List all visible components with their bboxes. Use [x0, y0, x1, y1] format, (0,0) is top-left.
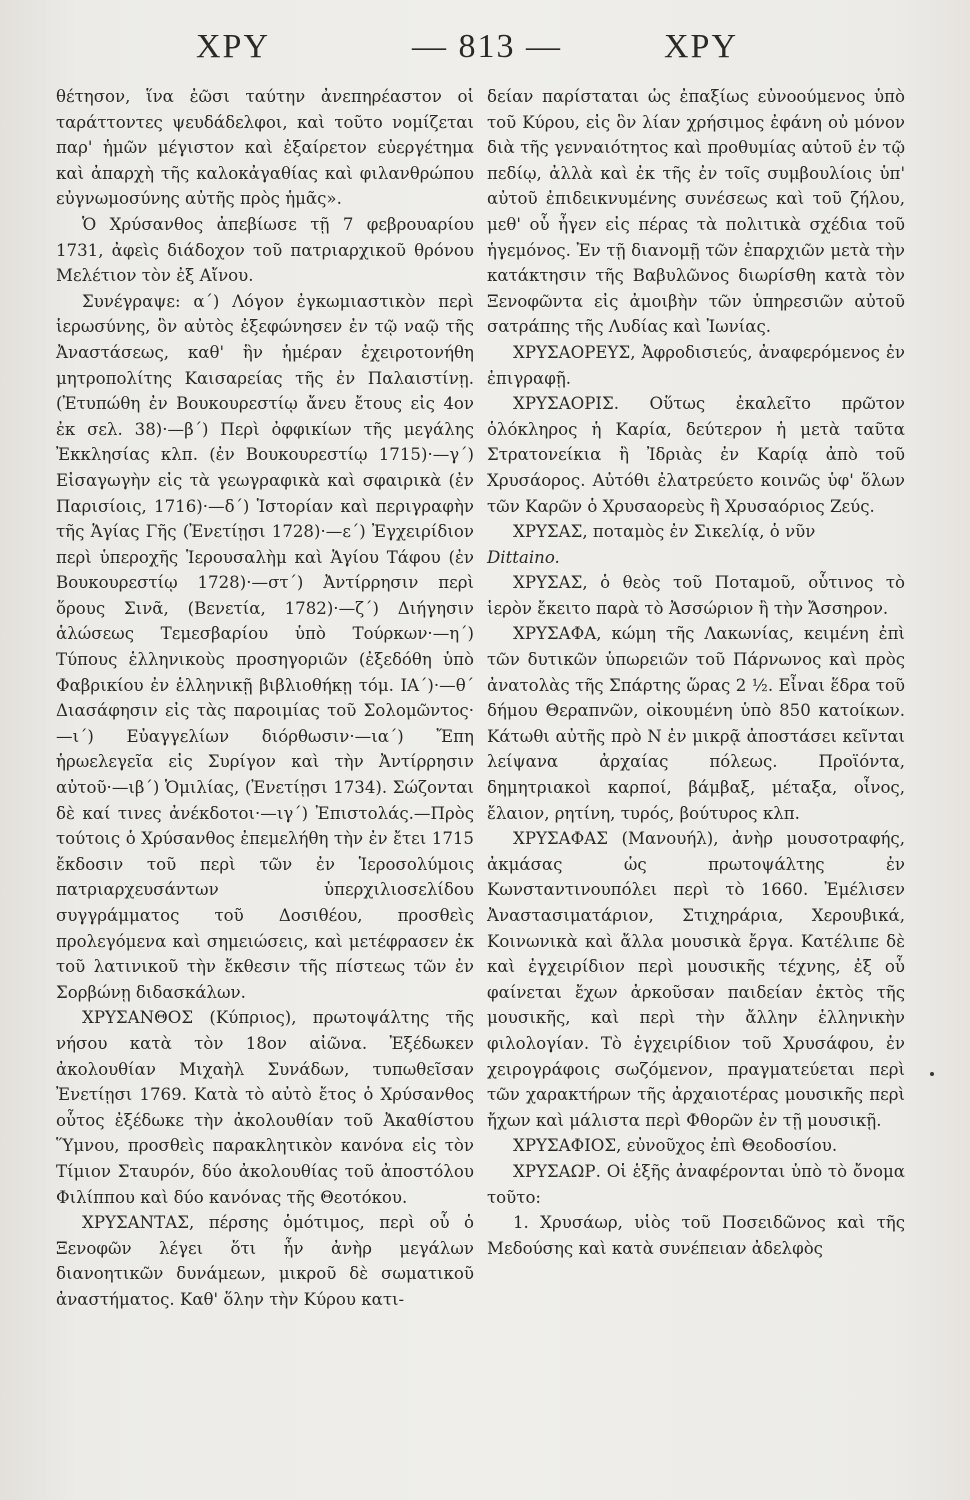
entry-chrysaor-1: 1. Χρυσάωρ, υἱὸς τοῦ Ποσειδῶνος καὶ τῆς Μεδούσης καὶ κατὰ συνέπειαν ἀδελφὸς: [487, 1213, 905, 1258]
entry-chrysaoris: ΧΡΥΣΑΟΡΙΣ. Οὕτως ἐκαλεῖτο πρῶτον ὁλόκληρος ἡ Καρία, δεύτερον ἡ μετὰ ταῦτα Στρατονείκια ἢ Ἰδριὰς ἐν Καρίᾳ ἀπὸ τοῦ Χρυσάορος. Αὐτόθι ἐλατρεύετο κοινῶς ὑφ' ὅλων τῶν Καρῶν ὁ Χρυσαορεὺς ἢ Χρυσαόριος Ζεύς.: [487, 394, 905, 516]
entry-chrysafios: ΧΡΥΣΑΦΙΟΣ, εὐνοῦχος ἐπὶ Θεοδοσίου.: [513, 1136, 838, 1156]
entry-chrysanthos-kyprios: ΧΡΥΣΑΝΘΟΣ (Κύπριος), πρωτοψάλτης τῆς νήσου κατὰ τὸν 18ον αἰῶνα. Ἐξέδωκεν ἀκολουθίαν Μιχαὴλ Συνάδων, τυπωθεῖσαν Ἐνετίῃσι 1769. Κατὰ τὸ αὐτὸ ἔτος ὁ Χρύσανθος οὗτος ἐξέδωκε τὴν ἀκολουθίαν τοῦ Ἀκαθίστου Ὕμνου, προσθεὶς παρακλητικὸν κανόνα εἰς τὸν Τίμιον Σταυρόν, δύο ἀκολουθίας τοῦ ἀποστόλου Φιλίππου καὶ δύο κανόνας τῆς Θεοτόκου.: [56, 1008, 474, 1207]
paragraph: Συνέγραψε: α΄) Λόγον ἐγκωμιαστικὸν περὶ ἱερωσύνης, ὃν αὐτὸς ἐξεφώνησεν ἐν τῷ ναῷ τῆς Ἀναστάσεως, καθ' ἣν ἡμέραν ἐχειροτονήθη μητροπολίτης Καισαρείας τῆς ἐν Παλαιστίνῃ. (Ἐτυπώθη ἐν Βουκουρεστίῳ ἄνευ ἔτους εἰς 4ον ἐκ σελ. 38)·—β΄) Περὶ ὀφφικίων τῆς μεγάλης Ἐκκλησίας κλπ. (ἐν Βουκουρεστίῳ 1715)·—γ΄) Εἰσαγωγὴν εἰς τὰ γεωγραφικὰ καὶ σφαιρικὰ (ἐν Παρισίοις, 1716)·—δ΄) Ἱστορίαν καὶ περιγραφὴν τῆς Ἁγίας Γῆς (Ἐνετίῃσι 1728)·—ε΄) Ἐγχειρίδιον περὶ ὑπεροχῆς Ἱερουσαλὴμ καὶ Ἁγίου Τάφου (ἐν Βουκουρεστίῳ 1728)·—στ΄) Ἀντίρρησιν περὶ ὅρους Σινᾶ, (Βενετία, 1782)·—ζ΄) Διήγησιν ἁλώσεως Τεμεσβαρίου ὑπὸ Τούρκων·—η΄) Τύπους ἑλληνικοὺς προσηγοριῶν (ἐξεδόθη ὑπὸ Φαβρικίου ἐν ἑλληνικῇ βιβλιοθήκῃ τόμ. ΙΑ΄)·—θ΄ Διασάφησιν εἰς τὰς παροιμίας τοῦ Σολομῶντος·—ι΄) Εὐαγγελίων διόρθωσιν·—ια΄) Ἔπη ἡρωελεγεῖα εἰς Συρίγον καὶ τὴν Ἀντίρρησιν αὐτοῦ·—ιβ΄) Ὁμιλίας, (Ἐνετίῃσι 1734). Σώζονται δὲ καί τινες ἀνέκδοτοι·—ιγ΄) Ἐπιστολάς.—Πρὸς τούτοις ὁ Χρύσανθος ἐπεμελήθη τὴν ἐν ἔτει 1715 ἔκδοσιν τοῦ περὶ τῶν ἐν Ἱεροσολύμοις πατριαρχευσάντων ὑπερχιλιοσελίδου συγγράμματος τοῦ Δοσιθέου, προσθεὶς προλεγόμενα καὶ σημειώσεις, καὶ μετέφρασεν ἐκ τοῦ λατινικοῦ τὴν ἔκθεσιν τῆς πίστεως τῶν ἐν Σορβώνῃ διδασκάλων.: [56, 291, 474, 1002]
entry-chrysas-river-modern-name: Dittaino.: [487, 547, 560, 567]
left-column: [56, 84, 474, 1313]
paragraph: θέτησον, ἵνα ἐῶσι ταύτην ἀνεπηρέαστον οἱ ταράττοντες ψευδάδελφοι, καὶ τοῦτο νομίζεται παρ' ἡμῶν μέγιστον καὶ ἐξαίρετον εὐεργέτημα καὶ ἀπαρχὴ τῆς καλοκἀγαθίας καὶ φιλανθρώπου εὐγνωμοσύνης αὐτῆς πρὸς ἡμᾶς».: [56, 87, 474, 209]
header-left-running-head: ΧΡΥ: [196, 28, 271, 65]
entry-chrysaoreus: ΧΡΥΣΑΟΡΕΥΣ, Ἀφροδισιεύς, ἀναφερόμενος ἐν ἐπιγραφῇ.: [487, 342, 905, 388]
right-column: [487, 84, 905, 1261]
entry-chrysas-river: ΧΡΥΣΑΣ, ποταμὸς ἐν Σικελίᾳ, ὁ νῦν: [513, 522, 816, 542]
header-right-running-head: ΧΡΥ: [664, 28, 739, 65]
page-header: [0, 28, 970, 78]
paragraph: Ὁ Χρύσανθος ἀπεβίωσε τῇ 7 φεβρουαρίου 1731, ἀφεὶς διάδοχον τοῦ πατριαρχικοῦ θρόνου Μελέτιον τὸν ἐξ Αἴνου.: [56, 214, 474, 286]
entry-chrysas-god: ΧΡΥΣΑΣ, ὁ θεὸς τοῦ Ποταμοῦ, οὗτινος τὸ ἱερὸν ἔκειτο παρὰ τὸ Ἀσσώριον ἢ τὴν Ἄσσηρον.: [487, 573, 905, 618]
entry-chrysafas: ΧΡΥΣΑΦΑΣ (Μανουήλ), ἀνὴρ μουσοτραφής, ἀκμάσας ὡς πρωτοψάλτης ἐν Κωνσταντινουπόλει περὶ τὸ 1660. Ἐμέλισεν Ἀναστασιματάριον, Στιχηράρια, Χερουβικά, Κοινωνικὰ καὶ ἄλλα μουσικὰ ἔργα. Κατέλιπε δὲ καὶ ἐγχειρίδιον περὶ μουσικῆς τέχνης, ἐξ οὗ φαίνεται ἔχων ἀρκοῦσαν παιδείαν ἐκτὸς τῆς μουσικῆς, καὶ περὶ τὴν ἄλλην ἑλληνικὴν φιλολογίαν. Τὸ ἐγχειρίδιον τοῦ Χρυσάφου, ἐν χειρογράφοις σωζόμενον, πραγματεύεται περὶ τῶν χαρακτήρων τῆς ἀρχαιοτέρας μουσικῆς περὶ ἤχων καὶ μάλιστα περὶ Φθορῶν ἐν τῇ μουσικῇ.: [487, 829, 905, 1130]
entry-chrysafa: ΧΡΥΣΑΦΑ, κώμη τῆς Λακωνίας, κειμένη ἐπὶ τῶν δυτικῶν ὑπωρειῶν τοῦ Πάρνωνος καὶ πρὸς ἀνατολὰς τῆς Σπάρτης ὥρας 2 ½. Εἶναι ἕδρα τοῦ δήμου Θεραπνῶν, οἰκουμένη ὑπὸ 850 κατοίκων. Κάτωθι αὐτῆς πρὸ Ν ἐν μικρᾷ ἀποστάσει κεῖνται λείψανα ἀρχαίας πόλεως. Προϊόντα, δημητριακοὶ καρποί, βάμβαξ, μέταξα, οἶνος, ἔλαιον, ρητίνη, τυρός, βούτυρος κλπ.: [487, 624, 905, 823]
page-number: — 813 —: [412, 28, 562, 65]
entry-chrysantas: ΧΡΥΣΑΝΤΑΣ, πέρσης ὁμότιμος, περὶ οὗ ὁ Ξενοφῶν λέγει ὅτι ἦν ἀνὴρ μεγάλων διανοητικῶν δυνάμεων, μικροῦ δὲ σωματικοῦ ἀναστήματος. Καθ' ὅλην τὴν Κύρου κατι-: [56, 1213, 474, 1309]
ink-speck: [930, 1072, 934, 1076]
entry-chrysaor: ΧΡΥΣΑΩΡ. Οἱ ἑξῆς ἀναφέρονται ὑπὸ τὸ ὄνομα τοῦτο:: [487, 1161, 905, 1207]
paragraph: δείαν παρίσταται ὡς ἐπαξίως εὐνοούμενος ὑπὸ τοῦ Κύρου, εἰς ὃν λίαν χρήσιμος ἐφάνη οὐ μόνον διὰ τῆς γενναιότητος καὶ προθυμίας αὐτοῦ ἐν τῷ πεδίῳ, ἀλλὰ καὶ ἐκ τῆς ἐν τοῖς συμβουλίοις ὑπ' αὐτοῦ ἐπιδεικνυμένης συνέσεως καὶ τοῦ ζήλου, μεθ' οὗ ἦγεν εἰς πέρας τὰ πολιτικὰ σχέδια τοῦ ἡγεμόνος. Ἐν τῇ διανομῇ τῶν ἐπαρχιῶν μετὰ τὴν κατάκτησιν τῆς Βαβυλῶνος διωρίσθη κατὰ τὸν Ξενοφῶντα εἰς ἀμοιβὴν τῶν ὑπηρεσιῶν αὐτοῦ σατράπης τῆς Λυδίας καὶ Ἰωνίας.: [487, 87, 905, 337]
